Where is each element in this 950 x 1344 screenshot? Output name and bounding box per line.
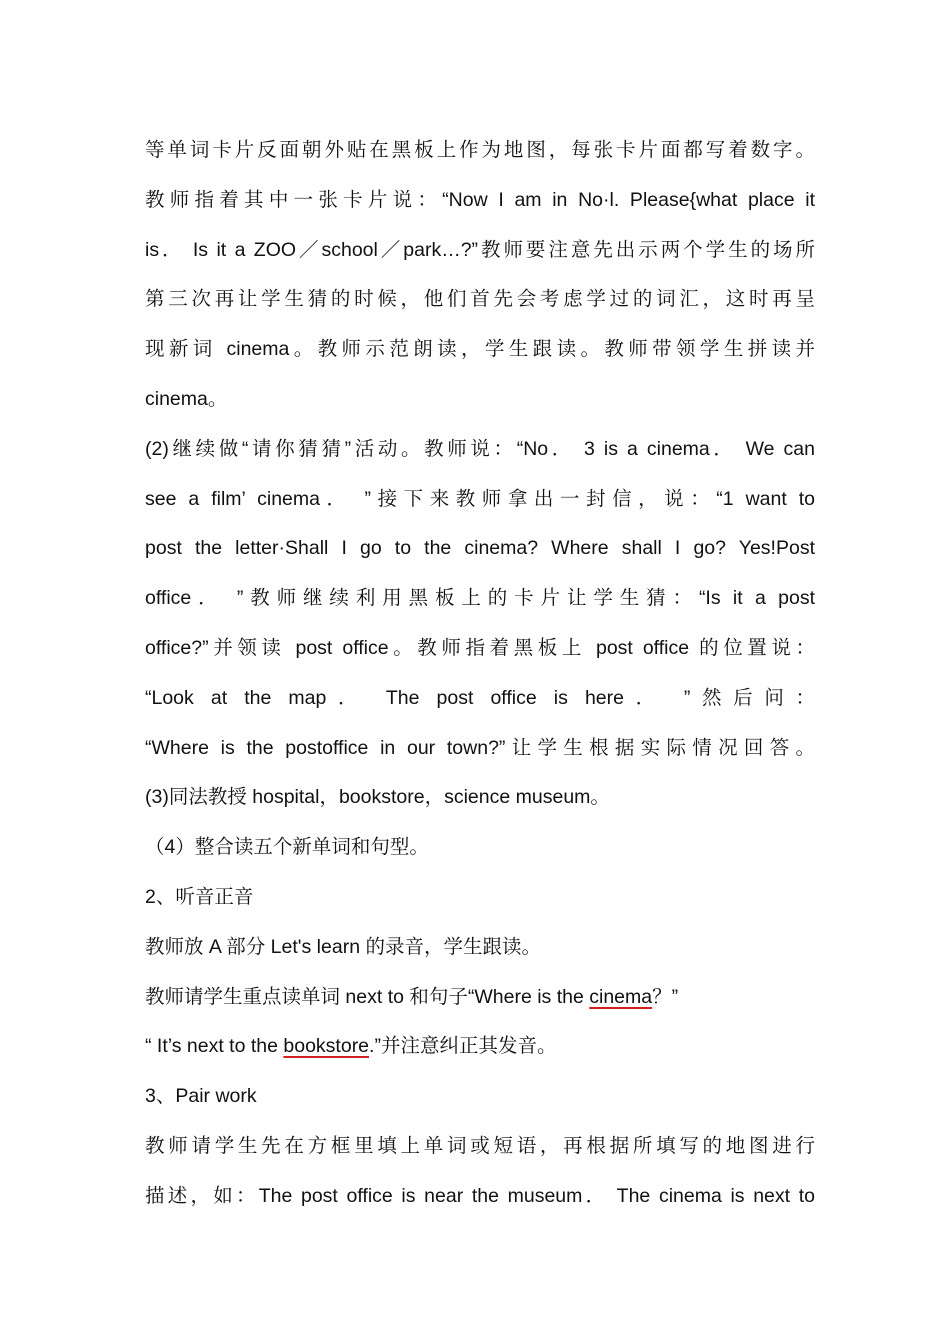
text-line-6: cinema。 — [145, 387, 228, 410]
spellcheck-underlined-word-cinema: cinema — [589, 985, 653, 1008]
text-line-9: post the letter·Shall I go to the cinema? Where shall I go? Yes!Post — [145, 537, 815, 560]
section-heading-2: 2、听音正音 — [145, 885, 254, 908]
spellcheck-underlined-word-bookstore: bookstore — [283, 1035, 370, 1058]
text-line-11: office?”并领读 post office。教师指着黑板上 post office 的位置说： — [145, 636, 815, 659]
text-line-14: (3)同法教授 hospital，bookstore，science museum。 — [145, 786, 610, 809]
text-line-18-start: 教师请学生重点读单词 next to 和句子“Where is the — [145, 985, 590, 1008]
text-line-19-start: “ It’s next to the — [145, 1035, 284, 1058]
text-line-21: 教师请学生先在方框里填上单词或短语，再根据所填写的地图进行 — [145, 1134, 815, 1157]
text-line-5: 现新词 cinema。教师示范朗读，学生跟读。教师带领学生拼读并 — [145, 338, 815, 361]
text-line-12: “Look at the map． The post office is here． ”然后问： — [145, 686, 815, 709]
text-line-17: 教师放 A 部分 Let's learn 的录音，学生跟读。 — [145, 935, 541, 958]
text-line-18-end: ？” — [652, 985, 679, 1008]
text-line-1: 等单词卡片反面朝外贴在黑板上作为地图，每张卡片面都写着数字。 — [145, 139, 815, 161]
text-line-22: 描述，如：The post office is near the museum． The cinema is next to — [145, 1184, 815, 1207]
text-line-13: “Where is the postoffice in our town?”让学生根据实际情况回答。 — [145, 736, 815, 759]
lesson-plan-text — [145, 126, 815, 1222]
text-line-15: （4）整合读五个新单词和句型。 — [145, 836, 429, 859]
text-line-18 — [145, 973, 815, 1023]
text-line-19-end: .”并注意纠正其发音。 — [369, 1035, 557, 1058]
section-heading-3: 3、Pair work — [145, 1085, 257, 1108]
text-line-4: 第三次再让学生猜的时候，他们首先会考虑学过的词汇，这时再呈 — [145, 288, 815, 311]
text-line-2: 教师指着其中一张卡片说：“Now I am in No·l. Please{what place it — [145, 188, 815, 211]
text-line-7: (2)继续做“请你猜猜”活动。教师说：“No． 3 is a cinema． We can — [145, 437, 815, 460]
text-line-8: see a film’ cinema． ”接下来教师拿出一封信，说：“1 want to — [145, 487, 815, 510]
text-line-3: is． Is it a ZOO／school／park…?”教师要注意先出示两个学生的场所 — [145, 238, 815, 261]
text-line-19 — [145, 1022, 815, 1072]
text-line-10: office． ”教师继续利用黑板上的卡片让学生猜：“Is it a post — [145, 587, 815, 610]
